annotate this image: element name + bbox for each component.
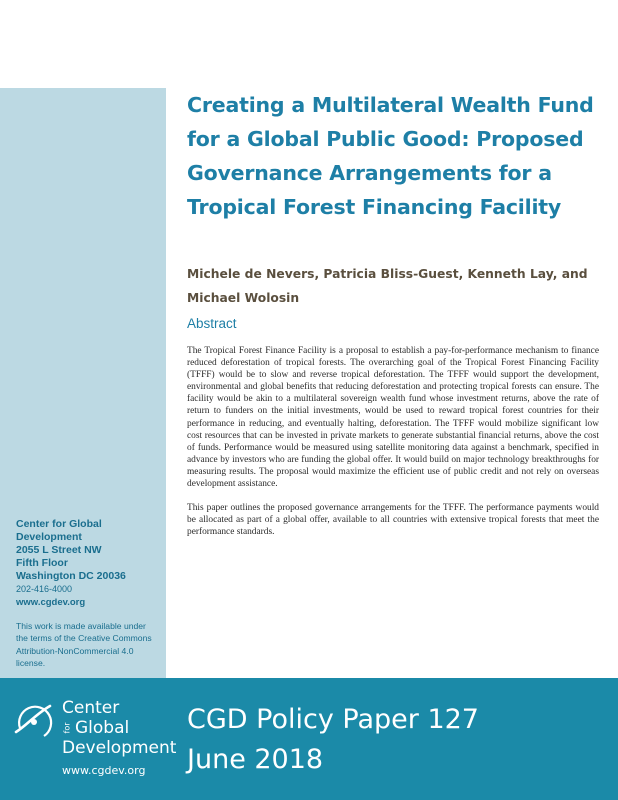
- logo-line-for: for: [62, 722, 72, 734]
- policy-paper-number: CGD Policy Paper 127: [187, 704, 479, 735]
- logo-wordmark: [62, 698, 176, 758]
- series-block: [187, 700, 479, 780]
- license-note: This work is made available under the terms of the Creative Commons Attribution-NonCommercial 4.0 license.: [16, 621, 152, 669]
- abstract-heading: Abstract: [187, 316, 237, 331]
- author-list: Michele de Nevers, Patricia Bliss-Guest, Kenneth Lay, and Michael Wolosin: [187, 267, 588, 305]
- contact-org: Center for Global Development: [16, 518, 102, 543]
- contact-city: Washington DC 20036: [16, 570, 126, 582]
- logo-website-link[interactable]: www.cgdev.org: [62, 764, 146, 777]
- contact-block: [16, 518, 164, 609]
- globe-swoosh-icon: [14, 702, 54, 742]
- abstract-body: [187, 345, 599, 550]
- footer-banner: [0, 678, 618, 800]
- contact-floor: Fifth Floor: [16, 557, 68, 569]
- logo-line-center: Center: [62, 698, 120, 718]
- paper-title: Creating a Multilateral Wealth Fund for a Global Public Good: Proposed Governance Arrangements for a Tropical Forest Financing Facility: [187, 93, 594, 219]
- abstract-paragraph-2: This paper outlines the proposed governance arrangements for the TFFF. The performance payments would be allocated as part of a global offer, available to all countries with extensive tropical forests that meet the performance standards.: [187, 503, 599, 538]
- contact-website-link[interactable]: www.cgdev.org: [16, 597, 86, 608]
- publication-date: June 2018: [187, 744, 324, 775]
- abstract-paragraph-1: The Tropical Forest Finance Facility is a proposal to establish a pay-for-performance mechanism to finance reduced deforestation of tropical forests. The overarching goal of the Tropical Forest Financing Facility (TFFF) would be to slow and reverse tropical deforestation. The TFFF would support the development, environmental and global benefits that reducing deforestation and protecting tropical forests can ensure. The facility would be akin to a multilateral sovereign wealth fund whose investment returns, above the rate of return to funders on the initial investments, would be used to reward tropical forest countries for their performance in reducing, and eventually halting, deforestation. The TFFF would mobilize significant low cost resources that can be invested in private markets to generate substantial financial returns, above the cost of funds. Performance would be measured using satellite monitoring data against a benchmark, specified in advance by investors who are funding the global offer. It would build on major technology breakthroughs for measuring results. The proposal would maximize the efficient use of public credit and not rely on overseas development assistance.: [187, 346, 599, 490]
- contact-street: 2055 L Street NW: [16, 544, 102, 556]
- cgd-logo: [14, 698, 177, 788]
- contact-phone: 202-416-4000: [16, 584, 73, 594]
- logo-line-development: Development: [62, 738, 177, 758]
- logo-line-global: Global: [75, 718, 130, 738]
